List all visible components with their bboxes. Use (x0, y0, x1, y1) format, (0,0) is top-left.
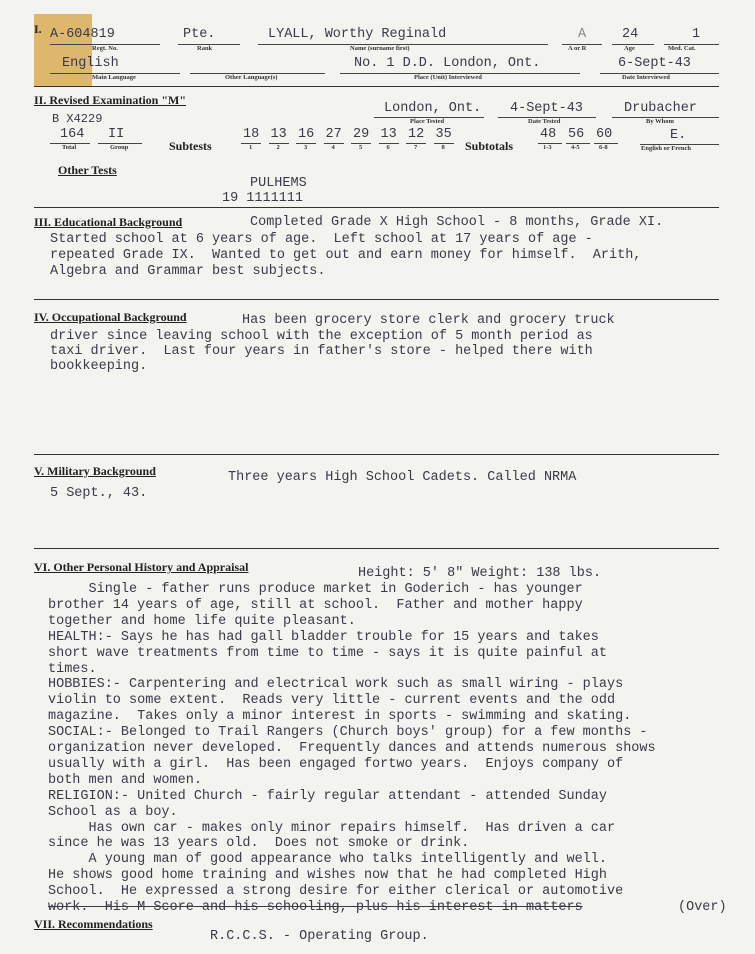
exam-code: B X4229 (52, 112, 103, 126)
subtotal-score: 48 (540, 127, 557, 142)
educational-line: Completed Grade X High School - 8 months, Grade XI. (250, 215, 664, 230)
subtotal-score: 56 (568, 127, 585, 142)
name-value: LYALL, Worthy Reginald (268, 27, 447, 42)
divider-2 (34, 207, 719, 208)
masking-tape (34, 14, 92, 86)
subtotal-range: 4-5 (571, 144, 580, 151)
other-languages-label: Other Language(s) (225, 74, 278, 81)
subtest-number: 5 (359, 144, 363, 151)
tested-by-value: Drubacher (624, 101, 697, 116)
place-interviewed-value: No. 1 D.D. London, Ont. (354, 56, 541, 71)
personal-history-line: short wave treatments from time to time - says it is quite painful at (48, 645, 607, 661)
regt-no-value: A-604819 (50, 27, 115, 42)
subtotal-range: 1-3 (543, 144, 552, 151)
main-language-value: English (62, 56, 119, 71)
place-tested-value: London, Ont. (384, 101, 482, 116)
pulhems-value: 19 1111111 (222, 191, 304, 206)
occupational-line: Has been grocery store clerk and grocery truck (242, 313, 615, 328)
personal-history-line: usually with a girl. Has been engaged fortwo years. Enjoys company of (48, 756, 624, 772)
personal-history-line: School. He expressed a strong desire for either clerical or automotive (48, 884, 624, 900)
subtest-number: 7 (414, 144, 418, 151)
struck-line: work. His M Score and his schooling, plus his interest in matters (48, 900, 583, 915)
section-4-heading: IV. Occupational Background (34, 310, 187, 324)
age-label: Age (624, 45, 635, 52)
subtest-score: 27 (325, 127, 342, 142)
section-2-heading: II. Revised Examination "M" (34, 93, 186, 107)
occupational-line: driver since leaving school with the exception of 5 month period as (50, 329, 593, 344)
personal-history-line: brother 14 years of age, still at school. Father and mother happy (48, 597, 583, 613)
subtest-number: 8 (441, 144, 445, 151)
rank-value: Pte. (183, 27, 216, 42)
med-cat-label: Med. Cat. (668, 45, 696, 52)
date-tested-value: 4-Sept-43 (510, 101, 583, 116)
age-value: 24 (622, 27, 639, 42)
personal-history-line: Single - father runs produce market in Goderich - has younger (48, 582, 583, 597)
date-interviewed-label: Date Interviewed (622, 74, 670, 81)
personal-history-line: times. (48, 661, 97, 677)
total-score: 164 (60, 127, 85, 142)
educational-line: Started school at 6 years of age. Left school at 17 years of age - (50, 232, 593, 247)
subtest-score: 12 (408, 127, 425, 142)
personal-history-line: organization never developed. Frequently dances and attends numerous shows (48, 741, 656, 756)
a-or-r-value: A (578, 27, 587, 42)
english-french-value: E. (670, 128, 687, 143)
military-date: 5 Sept., 43. (50, 486, 148, 501)
subtotal-score: 60 (596, 127, 613, 142)
name-label: Name (surname first) (350, 45, 410, 52)
height-weight: Height: 5' 8" Weight: 138 lbs. (358, 566, 602, 581)
group-label: Group (110, 144, 129, 151)
subtest-score: 35 (435, 127, 452, 142)
personal-history-line: HOBBIES:- Carpentering and electrical work such as small wiring - plays (48, 677, 624, 693)
date-tested-label: Date Tested (528, 118, 561, 125)
section-7-heading: VII. Recommendations (34, 917, 153, 931)
section-3-heading: III. Educational Background (34, 215, 183, 229)
over-note: (Over) (678, 900, 727, 915)
subtotal-range: 6-8 (599, 144, 608, 151)
subtests-label: Subtests (169, 139, 212, 153)
educational-line: Algebra and Grammar best subjects. (50, 264, 326, 279)
total-label: Total (62, 144, 77, 151)
date-interviewed-value: 6-Sept-43 (618, 56, 691, 71)
section-1-roman: I. (34, 22, 42, 36)
place-tested-label: Place Tested (410, 118, 445, 125)
personal-history-line: School as a boy. (48, 804, 178, 820)
personal-history-line: Has own car - makes only minor repairs himself. Has driven a car (48, 820, 616, 836)
subtest-number: 3 (304, 144, 308, 151)
rank-label: Rank (197, 45, 213, 52)
divider-1 (34, 86, 719, 87)
divider-5 (34, 548, 719, 549)
subtest-score: 13 (380, 127, 397, 142)
subtest-score: 29 (353, 127, 370, 142)
personal-history-line: violin to some extent. Reads very little - current events and the odd (48, 693, 616, 709)
tested-by-label: By Whom (646, 118, 674, 125)
occupational-line: taxi driver. Last four years in father's store - helped there with (50, 344, 593, 359)
section-6-heading: VI. Other Personal History and Appraisal (34, 560, 249, 574)
group-score: II (108, 127, 125, 142)
recommendation-text: R.C.C.S. - Operating Group. (210, 929, 429, 944)
a-or-r-label: A or R (568, 45, 587, 52)
personal-history-line: He shows good home training and wishes now that he had completed High (48, 868, 607, 884)
main-language-label: Main Language (92, 74, 136, 81)
place-interviewed-label: Place (Unit) Interviewed (414, 74, 482, 81)
regt-no-label: Regt. No. (92, 45, 118, 52)
divider-3 (34, 299, 719, 300)
personal-history-line: A young man of good appearance who talks intelligently and well. (48, 852, 607, 868)
subtest-number: 4 (331, 144, 335, 151)
personal-history-line: HEALTH:- Says he has had gall bladder trouble for 15 years and takes (48, 629, 599, 645)
personal-history-line: RELIGION:- United Church - fairly regular attendant - attended Sunday (48, 788, 607, 804)
divider-4 (34, 454, 719, 455)
subtest-score: 16 (298, 127, 315, 142)
subtest-number: 6 (386, 144, 390, 151)
section-5-heading: V. Military Background (34, 464, 156, 478)
educational-line: repeated Grade IX. Wanted to get out and earn money for himself. Arith, (50, 248, 642, 263)
personal-history-line: since he was 13 years old. Does not smoke or drink. (48, 836, 470, 852)
english-french-label: English or French (641, 145, 691, 152)
subtotals-label: Subtotals (465, 139, 514, 153)
pulhems-label: PULHEMS (250, 176, 307, 191)
subtest-score: 13 (270, 127, 287, 142)
subtest-number: 1 (249, 144, 253, 151)
other-tests-label: Other Tests (58, 163, 117, 177)
occupational-line: bookkeeping. (50, 359, 148, 374)
subtest-score: 18 (243, 127, 260, 142)
personal-history-line: SOCIAL:- Belonged to Trail Rangers (Church boys' group) for a few months - (48, 725, 648, 741)
personal-history-line: together and home life quite pleasant. (48, 613, 356, 629)
subtest-number: 2 (276, 144, 280, 151)
personal-history-line: both men and women. (48, 772, 202, 788)
personal-history-line: magazine. Takes only a minor interest in sports - swimming and skating. (48, 709, 632, 725)
med-cat-value: 1 (692, 27, 701, 42)
military-background-text: Three years High School Cadets. Called NRMA (228, 470, 577, 485)
